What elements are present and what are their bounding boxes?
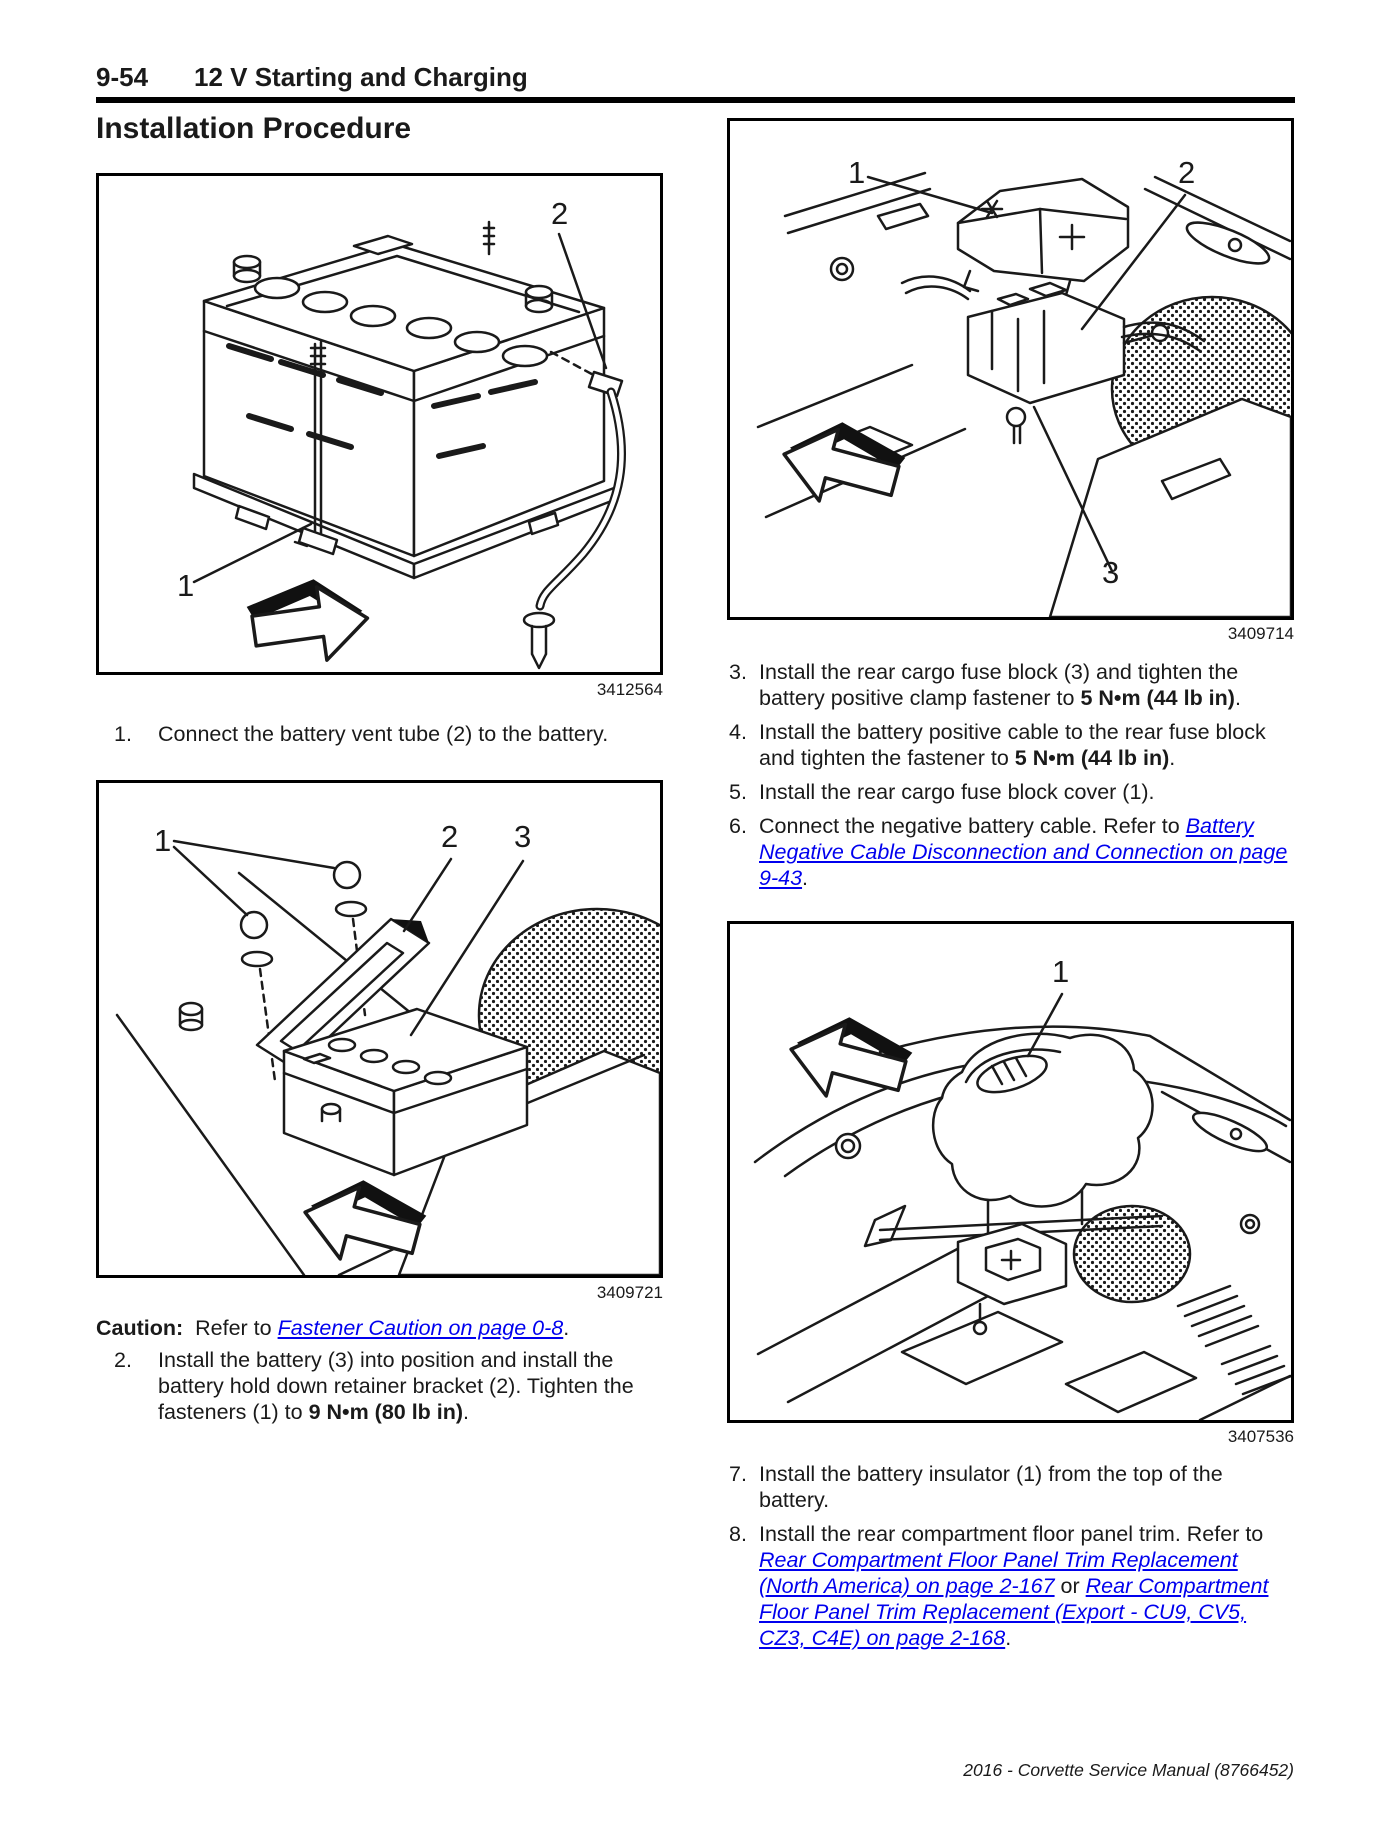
leader-line xyxy=(194,524,311,582)
step-1 xyxy=(96,721,663,747)
callout-2: 2 xyxy=(1178,155,1196,190)
step-8 xyxy=(727,1521,1294,1651)
fuse-block xyxy=(958,1182,1082,1334)
page-number: 9-54 xyxy=(96,62,149,92)
step-number: 7. xyxy=(729,1462,747,1486)
fastener-caution-link[interactable]: Fastener Caution on page 0-8 xyxy=(277,1316,564,1340)
step-text: Install the battery (3) into position and install the battery hold down retainer bracket (2). Tighten the fasteners (1) to 9 N•m (80 lb in). xyxy=(158,1348,634,1424)
compartment-stud xyxy=(180,1003,202,1030)
step-list-right-1 xyxy=(727,659,1294,891)
callout-1: 1 xyxy=(154,823,172,858)
step-text: Install the rear cargo fuse block cover (1). xyxy=(759,780,1155,804)
battery-negative-cable-link[interactable]: Battery Negative Cable Disconnection and Connection on page 9-43 xyxy=(759,814,1288,890)
step-number: 1. xyxy=(114,722,132,746)
footer-manual-title: 2016 - Corvette Service Manual (8766452) xyxy=(963,1760,1294,1780)
step-2 xyxy=(96,1347,663,1425)
callout-2: 2 xyxy=(551,196,569,231)
leader-line xyxy=(174,841,334,915)
battery-illustration xyxy=(194,222,614,578)
callout-1: 1 xyxy=(848,155,866,190)
step-text: Install the battery insulator (1) from the top of the battery. xyxy=(759,1462,1223,1512)
step-number: 8. xyxy=(729,1522,747,1546)
caution-text-end: . xyxy=(563,1316,570,1340)
battery-vent-tube-illustration xyxy=(99,176,660,672)
figure-number-caption: 3409714 xyxy=(1227,624,1294,643)
fastener-bolt xyxy=(241,912,275,1081)
step-list-left-1 xyxy=(96,721,663,747)
step-number: 5. xyxy=(729,780,747,804)
battery-retainer-illustration xyxy=(99,783,660,1275)
step-text: Connect the battery vent tube (2) to the battery. xyxy=(158,722,609,746)
leader-line xyxy=(868,177,992,213)
callout-1: 1 xyxy=(1052,954,1070,989)
step-text: Install the rear compartment floor panel trim. Refer to Rear Compartment Floor Panel Trim Replacement (North America) on page 2-167 or Rear Compartment Floor Panel Trim Replacement (Export - CU9, CV5, CZ3, C4E) on page 2-168. xyxy=(759,1522,1269,1650)
figure-battery-insulator xyxy=(727,921,1294,1423)
step-text: Install the battery positive cable to the rear fuse block and tighten the fastener to 5 N•m (44 lb in). xyxy=(759,720,1266,770)
leader-line xyxy=(404,859,451,931)
speaker-grille xyxy=(1074,1206,1190,1302)
page-title: Installation Procedure xyxy=(96,112,412,145)
callout-2: 2 xyxy=(441,819,459,854)
figure-number-caption: 3407536 xyxy=(1227,1427,1294,1446)
battery-insulator-illustration xyxy=(730,924,1291,1420)
step-6 xyxy=(727,813,1294,891)
step-number: 4. xyxy=(729,720,747,744)
caution-label: Caution: xyxy=(96,1316,184,1340)
step-5 xyxy=(727,779,1294,805)
header-rule xyxy=(96,97,1295,103)
battery-insulator xyxy=(933,1034,1152,1207)
torque-value: 9 N•m (80 lb in) xyxy=(308,1400,464,1424)
step-list-right-2 xyxy=(727,1461,1294,1651)
figure-battery-vent-tube xyxy=(96,173,663,675)
callout-3: 3 xyxy=(1102,555,1120,590)
step-number: 6. xyxy=(729,814,747,838)
figure-rear-cargo-fuse-block xyxy=(727,118,1294,620)
step-text: Connect the negative battery cable. Refer to Battery Negative Cable Disconnection and Connection on page 9-43. xyxy=(759,814,1288,890)
torque-value: 5 N•m (44 lb in) xyxy=(1080,686,1235,710)
direction-arrow-icon xyxy=(244,573,372,671)
direction-arrow-icon xyxy=(782,1005,917,1115)
fuse-block-cover xyxy=(958,179,1128,295)
callout-3: 3 xyxy=(514,819,532,854)
floor-panel-trim-na-link[interactable]: Rear Compartment Floor Panel Trim Replacement (North America) on page 2-167 xyxy=(759,1548,1238,1598)
battery-terminal xyxy=(234,256,260,282)
figure-battery-retainer-bracket xyxy=(96,780,663,1278)
caution-note xyxy=(96,1315,663,1341)
step-text: Install the rear cargo fuse block (3) and tighten the battery positive clamp fastener to 5 N•m (44 lb in). xyxy=(759,660,1241,710)
step-list-left-2 xyxy=(96,1347,663,1425)
fuse-block-illustration xyxy=(730,121,1291,617)
step-4 xyxy=(727,719,1294,771)
figure-number-caption: 3412564 xyxy=(596,680,663,699)
step-3 xyxy=(727,659,1294,711)
floor-panel-trim-export-link[interactable]: Rear Compartment Floor Panel Trim Replacement (Export - CU9, CV5, CZ3, C4E) on page 2-168 xyxy=(759,1574,1269,1650)
step-7 xyxy=(727,1461,1294,1513)
section-title: 12 V Starting and Charging xyxy=(194,62,528,92)
step-number: 2. xyxy=(114,1348,132,1372)
step-number: 3. xyxy=(729,660,747,684)
callout-1: 1 xyxy=(177,568,195,603)
figure-number-caption: 3409721 xyxy=(596,1283,663,1302)
caution-text: Refer to xyxy=(183,1316,278,1340)
torque-value: 5 N•m (44 lb in) xyxy=(1014,746,1170,770)
